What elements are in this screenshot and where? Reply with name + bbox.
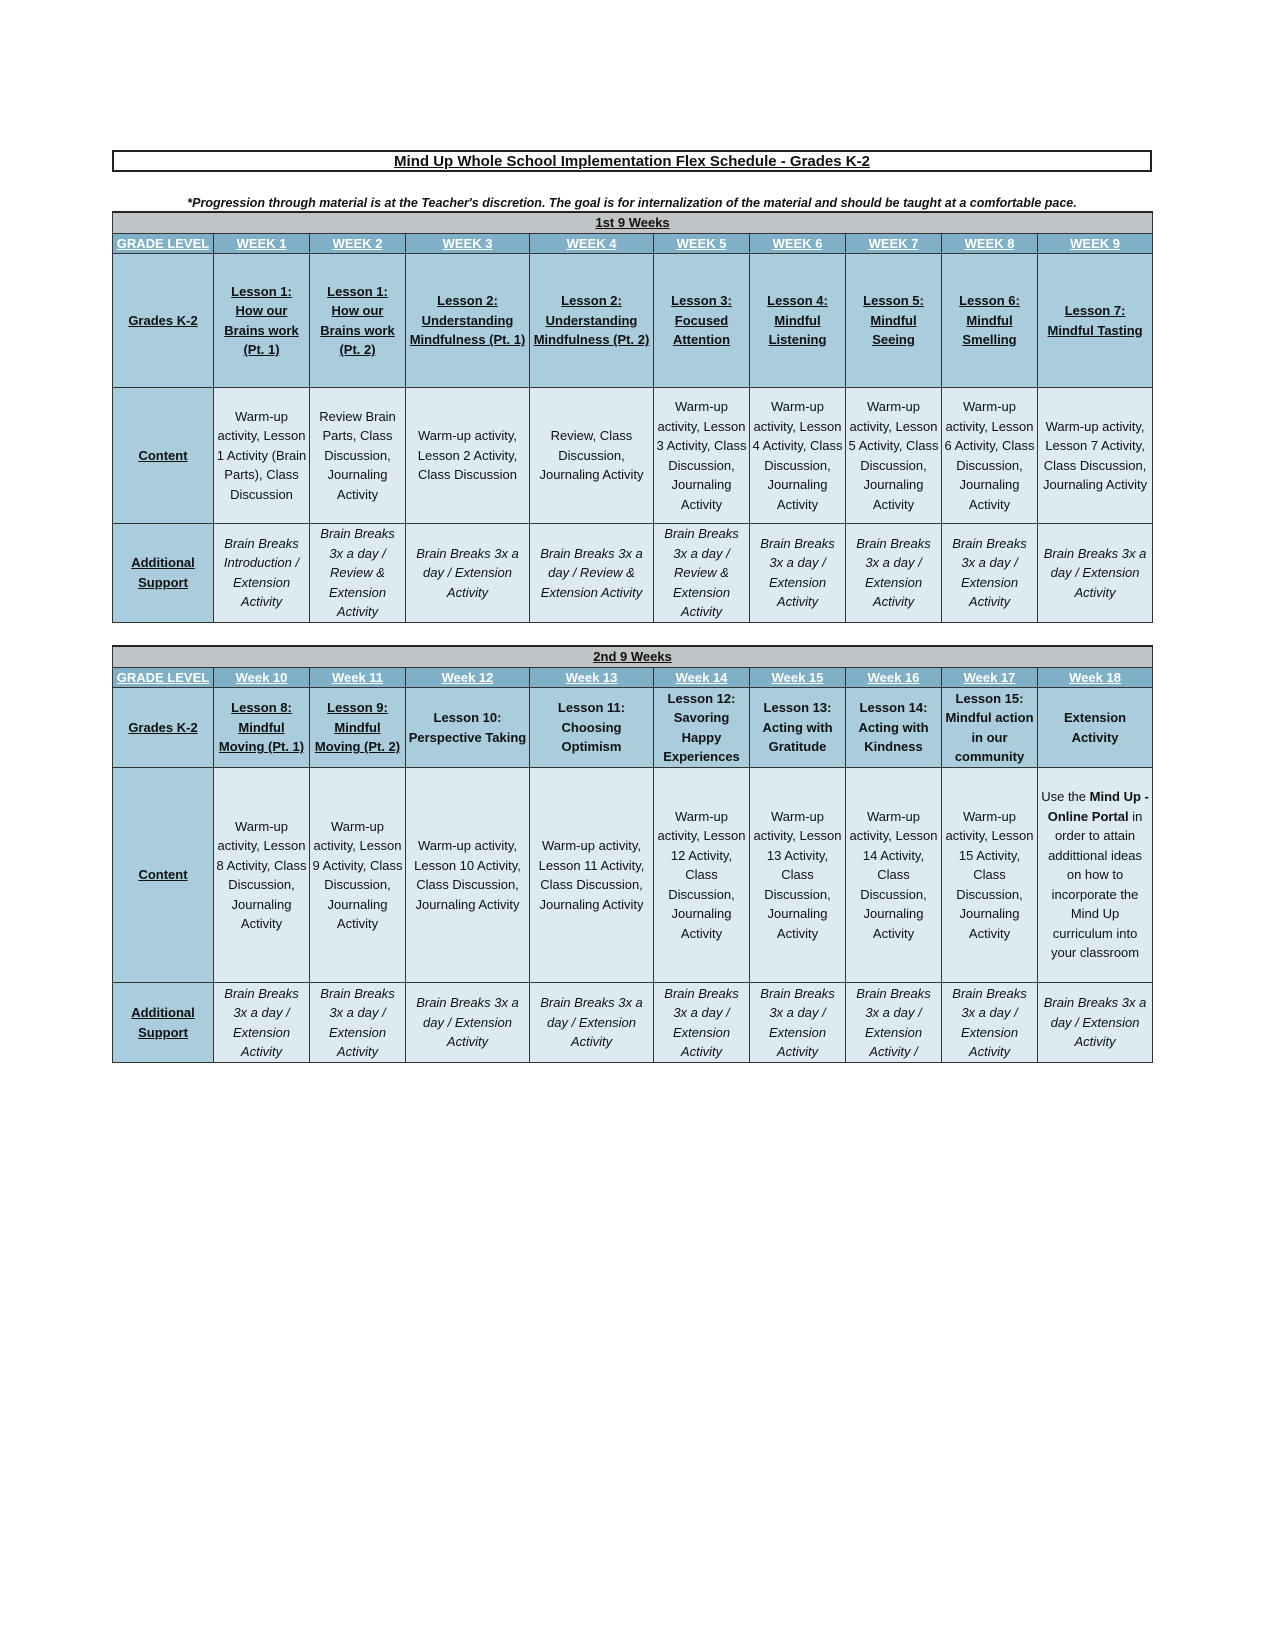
content-cell: Warm-up activity, Lesson 11 Activity, Class Discussion, Journaling Activity: [530, 768, 654, 983]
week-header: WEEK 9: [1038, 233, 1153, 254]
week-header: Week 11: [310, 667, 406, 688]
support-cell: Brain Breaks 3x a day / Extension Activity: [750, 524, 846, 623]
support-cell: Brain Breaks Introduction / Extension Activity: [214, 524, 310, 623]
week-header: Week 16: [846, 667, 942, 688]
portal-text-pre: Use the: [1041, 789, 1090, 805]
content-cell: Warm-up activity, Lesson 13 Activity, Class Discussion, Journaling Activity: [750, 768, 846, 983]
week-header: Week 14: [654, 667, 750, 688]
content-cell: Review Brain Parts, Class Discussion, Journaling Activity: [310, 388, 406, 524]
week-header: WEEK 5: [654, 233, 750, 254]
content-row: [113, 388, 1153, 524]
support-cell: Brain Breaks 3x a day / Review & Extension Activity: [310, 524, 406, 623]
lesson-cell: Lesson 9: Mindful Moving (Pt. 2): [310, 688, 406, 768]
label-support: Support: [138, 1024, 188, 1040]
content-row: [113, 768, 1153, 983]
content-cell: Warm-up activity, Lesson 8 Activity, Class Discussion, Journaling Activity: [214, 768, 310, 983]
support-cell: Brain Breaks 3x a day / Extension Activity: [214, 983, 310, 1063]
support-cell: Brain Breaks 3x a day / Extension Activity: [1038, 524, 1153, 623]
lesson-cell: Lesson 15: Mindful action in our community: [942, 688, 1038, 768]
section-title: 2nd 9 Weeks: [113, 646, 1153, 667]
week-header: WEEK 3: [406, 233, 530, 254]
lesson-cell: Lesson 7: Mindful Tasting: [1038, 254, 1153, 388]
content-cell: Warm-up activity, Lesson 6 Activity, Class Discussion, Journaling Activity: [942, 388, 1038, 524]
support-cell: Brain Breaks 3x a day / Extension Activity /: [846, 983, 942, 1063]
lesson-cell: Lesson 5: Mindful Seeing: [846, 254, 942, 388]
content-cell: Warm-up activity, Lesson 10 Activity, Class Discussion, Journaling Activity: [406, 768, 530, 983]
week-header: Week 18: [1038, 667, 1153, 688]
pacing-note: *Progression through material is at the Teacher's discretion. The goal is for internalization of the material and should be taught at a comfortable pace.: [187, 196, 1077, 210]
week-header: WEEK 8: [942, 233, 1038, 254]
lesson-cell: Extension Activity: [1038, 688, 1153, 768]
support-cell: Brain Breaks 3x a day / Extension Activity: [654, 983, 750, 1063]
content-cell: Review, Class Discussion, Journaling Activity: [530, 388, 654, 524]
week-header: Week 17: [942, 667, 1038, 688]
support-cell: Brain Breaks 3x a day / Extension Activity: [846, 524, 942, 623]
lesson-cell: Lesson 2: Understanding Mindfulness (Pt. 1): [406, 254, 530, 388]
support-cell: Brain Breaks 3x a day / Extension Activity: [1038, 983, 1153, 1063]
week-header: WEEK 2: [310, 233, 406, 254]
support-cell: Brain Breaks 3x a day / Review & Extension Activity: [530, 524, 654, 623]
row-label-content: Content: [113, 768, 214, 983]
section-row: [113, 646, 1153, 667]
content-cell: Warm-up activity, Lesson 14 Activity, Class Discussion, Journaling Activity: [846, 768, 942, 983]
week-header: WEEK 1: [214, 233, 310, 254]
section-row: [113, 212, 1153, 233]
schedule-table-2nd-9-weeks: [112, 645, 1153, 1063]
support-cell: Brain Breaks 3x a day / Extension Activity: [406, 983, 530, 1063]
lesson-cell: Lesson 1: How our Brains work (Pt. 2): [310, 254, 406, 388]
content-cell: Warm-up activity, Lesson 15 Activity, Class Discussion, Journaling Activity: [942, 768, 1038, 983]
support-cell: Brain Breaks 3x a day / Extension Activity: [750, 983, 846, 1063]
online-portal-name: Mind Up - Online Portal: [1047, 789, 1149, 824]
grade-level-header: GRADE LEVEL: [113, 233, 214, 254]
lessons-row: [113, 688, 1153, 768]
row-label-additional-support: [113, 524, 214, 623]
label-additional: Additional: [131, 555, 195, 571]
week-header-row: [113, 667, 1153, 688]
week-header: Week 12: [406, 667, 530, 688]
week-header: WEEK 4: [530, 233, 654, 254]
lesson-cell: Lesson 2: Understanding Mindfulness (Pt. 2): [530, 254, 654, 388]
row-label-additional-support: [113, 983, 214, 1063]
label-support: Support: [138, 574, 188, 590]
content-cell: Warm-up activity, Lesson 2 Activity, Class Discussion: [406, 388, 530, 524]
document-title: Mind Up Whole School Implementation Flex Schedule - Grades K-2: [112, 150, 1152, 172]
content-cell: Warm-up activity, Lesson 3 Activity, Class Discussion, Journaling Activity: [654, 388, 750, 524]
support-row: [113, 524, 1153, 623]
row-label-grades: Grades K-2: [113, 688, 214, 768]
lesson-cell: Lesson 14: Acting with Kindness: [846, 688, 942, 768]
week-header: WEEK 6: [750, 233, 846, 254]
lesson-cell: Lesson 12: Savoring Happy Experiences: [654, 688, 750, 768]
support-row: [113, 983, 1153, 1063]
content-cell: Warm-up activity, Lesson 12 Activity, Class Discussion, Journaling Activity: [654, 768, 750, 983]
content-cell: Warm-up activity, Lesson 9 Activity, Class Discussion, Journaling Activity: [310, 768, 406, 983]
lesson-cell: Lesson 13: Acting with Gratitude: [750, 688, 846, 768]
content-cell: Warm-up activity, Lesson 5 Activity, Class Discussion, Journaling Activity: [846, 388, 942, 524]
support-cell: Brain Breaks 3x a day / Extension Activity: [942, 983, 1038, 1063]
lesson-cell: Lesson 3: Focused Attention: [654, 254, 750, 388]
lesson-cell: Lesson 10: Perspective Taking: [406, 688, 530, 768]
week-header: Week 13: [530, 667, 654, 688]
week-header: Week 15: [750, 667, 846, 688]
support-cell: Brain Breaks 3x a day / Extension Activity: [530, 983, 654, 1063]
support-cell: Brain Breaks 3x a day / Review & Extension Activity: [654, 524, 750, 623]
support-cell: Brain Breaks 3x a day / Extension Activity: [310, 983, 406, 1063]
week-header: WEEK 7: [846, 233, 942, 254]
schedule-table-1st-9-weeks: [112, 211, 1153, 623]
label-additional: Additional: [131, 1005, 195, 1020]
week-header: Week 10: [214, 667, 310, 688]
lesson-cell: Lesson 1: How our Brains work (Pt. 1): [214, 254, 310, 388]
lesson-cell: Lesson 8: Mindful Moving (Pt. 1): [214, 688, 310, 768]
content-cell: Warm-up activity, Lesson 7 Activity, Class Discussion, Journaling Activity: [1038, 388, 1153, 524]
row-label-content: Content: [113, 388, 214, 524]
week-header-row: [113, 233, 1153, 254]
row-label-grades: Grades K-2: [113, 254, 214, 388]
content-cell: Warm-up activity, Lesson 4 Activity, Class Discussion, Journaling Activity: [750, 388, 846, 524]
content-cell-online-portal: [1038, 768, 1153, 983]
grade-level-header: GRADE LEVEL: [113, 667, 214, 688]
support-cell: Brain Breaks 3x a day / Extension Activity: [942, 524, 1038, 623]
lessons-row: [113, 254, 1153, 388]
content-cell: Warm-up activity, Lesson 1 Activity (Brain Parts), Class Discussion: [214, 388, 310, 524]
lesson-cell: Lesson 6: Mindful Smelling: [942, 254, 1038, 388]
support-cell: Brain Breaks 3x a day / Extension Activity: [406, 524, 530, 623]
section-title: 1st 9 Weeks: [113, 212, 1153, 233]
portal-text-post: in order to attain addittional ideas on how to incorporate the Mind Up curriculum into your classroom: [1048, 808, 1143, 961]
lesson-cell: Lesson 11: Choosing Optimism: [530, 688, 654, 768]
lesson-cell: Lesson 4: Mindful Listening: [750, 254, 846, 388]
